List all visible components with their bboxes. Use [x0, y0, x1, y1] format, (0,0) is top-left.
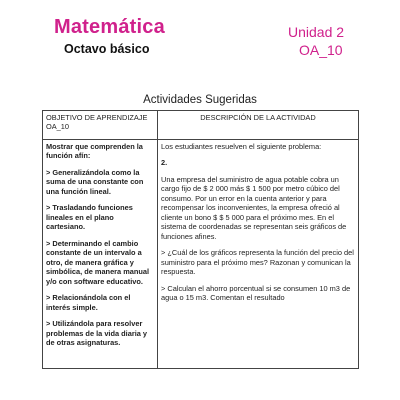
- table-row: [43, 140, 359, 369]
- description-cell: [158, 140, 359, 369]
- table-header-row: [43, 111, 359, 140]
- objective-item: > Trasladando funciones lineales en el plano cartesiano.: [46, 203, 133, 232]
- activity-intro: Los estudiantes resuelven el siguiente problema:: [161, 142, 322, 151]
- objective-item: > Generalizándola como la suma de una constante con una función lineal.: [46, 167, 144, 196]
- activities-table: [42, 110, 359, 369]
- activity-question: > Calculan el ahorro porcentual si se consumen 10 m3 de agua o 15 m3. Comentan el resultado: [161, 283, 351, 303]
- activity-number: 2.: [161, 158, 168, 168]
- level-subtitle: Octavo básico: [64, 42, 150, 56]
- objective-item: > Relacionándola con el interés simple.: [46, 293, 131, 312]
- objective-item: Mostrar que comprenden la función afín:: [46, 142, 143, 161]
- subject-title: Matemática: [54, 16, 165, 38]
- section-title: Actividades Sugeridas: [143, 94, 257, 106]
- description-column-header: DESCRIPCIÓN DE LA ACTIVIDAD: [158, 111, 359, 140]
- objective-code: OA_10: [299, 42, 343, 58]
- objective-item: > Utilizándola para resolver problemas de la vida diaria y de otras asignaturas.: [46, 319, 148, 347]
- unit-label: Unidad 2: [288, 24, 345, 40]
- objective-item: > Determinando el cambio constante de un intervalo a otro, de manera gráfica y simbólica, de manera manual y/o con software educativo.: [46, 238, 150, 286]
- activity-question: > ¿Cuál de los gráficos representa la función del precio del suministro para el próximo mes? Razonan y comunican la respuesta.: [161, 248, 354, 277]
- objective-column-header: OBJETIVO DE APRENDIZAJE OA_10: [43, 111, 158, 140]
- objectives-cell: [43, 140, 158, 369]
- activity-problem: Una empresa del suministro de agua potable cobra un cargo fijo de $ 2 000 más $ 1 500 por metro cúbico del consumo. Por un error en la cuenta anterior y para recompensar los inconvenientes, la empresa ofreció al cliente un bono $ $ 5 000 para el próximo mes. En el sistema de coordenadas se representan seis gráficos de funciones afines.: [161, 174, 347, 241]
